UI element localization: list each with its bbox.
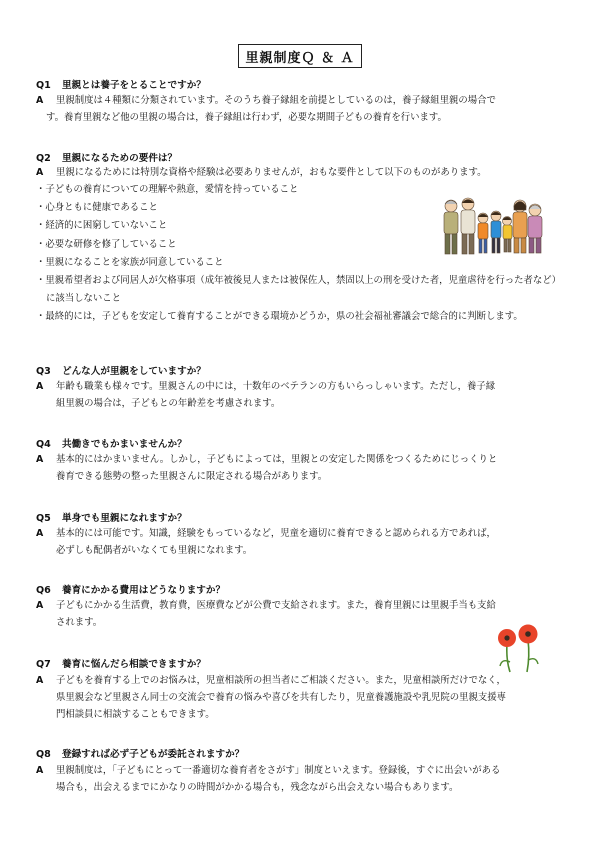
- answer-mark: A: [36, 381, 44, 392]
- requirements-list: [36, 181, 441, 272]
- list-item: ・里親希望者および同居人が欠格事項（成年被後見人または被保佐人，禁固以上の刑を受けた者，児童虐待を行った者など）に該当しないこと: [36, 275, 562, 305]
- list-item: ・必要な研修を修了していること: [36, 238, 177, 250]
- question-8: [36, 746, 244, 760]
- list-item: ・子どもの養育についての理解や熱意，愛情を持っていること: [36, 184, 299, 195]
- answer-6: [36, 597, 561, 631]
- flowers-icon: [494, 622, 544, 674]
- answer-2: [36, 164, 561, 181]
- question-2: [36, 150, 177, 164]
- answer-8: [36, 762, 566, 796]
- question-number: Q7: [36, 659, 51, 670]
- question-text: 里親になるための要件は？: [62, 153, 178, 164]
- list-item: ・里親になることを家族が同意していること: [36, 256, 224, 268]
- answer-line: 年齢も職業も様々です。里親さんの中には，十数年のベテランの方もいらっしゃいます。ただし，養子縁: [56, 381, 496, 392]
- answer-line: 里親になるためには特別な資格や経験は必要ありませんが，おもな要件として以下のものがあります。: [56, 167, 487, 178]
- answer-line: 基本的にはかまいません。しかし，子どもによっては，里親との安定した関係をつくるためにじっくりと: [56, 454, 498, 465]
- answer-mark: A: [36, 675, 44, 686]
- answer-4: [36, 451, 561, 485]
- question-text: 単身でも里親になれますか？: [62, 513, 187, 524]
- question-4: [36, 436, 187, 450]
- answer-line: 必ずしも配偶者がいなくても里親になれます。: [56, 545, 253, 556]
- question-number: Q6: [36, 585, 51, 596]
- question-number: Q8: [36, 749, 51, 760]
- question-text: 登録すれば必ず子どもが委託されますか？: [62, 749, 245, 760]
- question-text: 養育に悩んだら相談できますか？: [62, 659, 206, 670]
- question-number: Q3: [36, 366, 51, 377]
- page-title-box: [0, 44, 600, 68]
- question-6: [36, 582, 225, 596]
- answer-3: [36, 378, 561, 412]
- answer-mark: A: [36, 528, 44, 539]
- page-title: 里親制度Ｑ ＆ Ａ: [238, 44, 361, 68]
- question-3: [36, 363, 206, 377]
- question-text: 里親とは養子をとることですか？: [62, 80, 206, 91]
- question-number: Q2: [36, 153, 51, 164]
- answer-mark: A: [36, 454, 44, 465]
- answer-mark: A: [36, 765, 44, 776]
- list-item: ・最終的には，子どもを安定して養育することができる環境かどうか，県の社会福祉審議会で総合的に判断します。: [36, 311, 523, 323]
- answer-line: 子どもを養育する上でのお悩みは，児童相談所の担当者にご相談ください。また，児童相談所だけでなく，: [56, 675, 506, 686]
- answer-line: す。養育里親など他の里親の場合は，養子縁組は行わず，必要な期間子どもの養育を行います。: [46, 112, 447, 123]
- question-1: [36, 77, 206, 91]
- question-7: [36, 656, 206, 670]
- list-item: ・経済的に困窮していないこと: [36, 220, 168, 232]
- answer-line: 養育できる態勢の整った里親さんに限定される場合があります。: [56, 471, 328, 482]
- answer-1: [36, 92, 561, 126]
- requirements-list-cont: [36, 272, 564, 327]
- answer-mark: A: [36, 167, 44, 178]
- question-number: Q1: [36, 80, 51, 91]
- question-number: Q5: [36, 513, 51, 524]
- list-item: ・心身ともに健康であること: [36, 202, 158, 214]
- answer-line: 場合も，出会えるまでにかなりの時間がかかる場合も，残念ながら出会えない場合もあります。: [56, 782, 459, 793]
- answer-mark: A: [36, 600, 44, 611]
- answer-mark: A: [36, 95, 44, 106]
- question-text: 養育にかかる費用はどうなりますか？: [62, 585, 226, 596]
- family-icon: [441, 196, 543, 258]
- answer-line: 里親制度は４種類に分類されています。そのうち養子縁組を前提としているのは，養子縁組里親の場合で: [56, 95, 496, 106]
- answer-line: 門相談員に相談することもできます。: [56, 709, 215, 720]
- answer-7: [36, 672, 566, 723]
- question-text: どんな人が里親をしていますか？: [62, 366, 206, 377]
- answer-5: [36, 525, 561, 559]
- answer-line: 里親制度は，「子どもにとって一番適切な養育者をさがす」制度といえます。登録後，すぐに出会いがある: [56, 765, 501, 776]
- answer-line: されます。: [56, 617, 103, 628]
- question-number: Q4: [36, 439, 51, 450]
- answer-line: 基本的には可能です。知識，経験をもっているなど，児童を適切に養育できると認められる方であれば，: [56, 528, 496, 539]
- question-text: 共働きでもかまいませんか？: [62, 439, 187, 450]
- answer-line: 組里親の場合は，子どもとの年齢差を考慮されます。: [56, 398, 281, 409]
- answer-line: 子どもにかかる生活費，教育費，医療費などが公費で支給されます。また，養育里親には里親手当も支給: [56, 600, 496, 611]
- answer-line: 県里親会など里親さん同士の交流会で養育の悩みや喜びを共有したり，児童養護施設や乳児院の里親支援専: [56, 692, 507, 703]
- question-5: [36, 510, 187, 524]
